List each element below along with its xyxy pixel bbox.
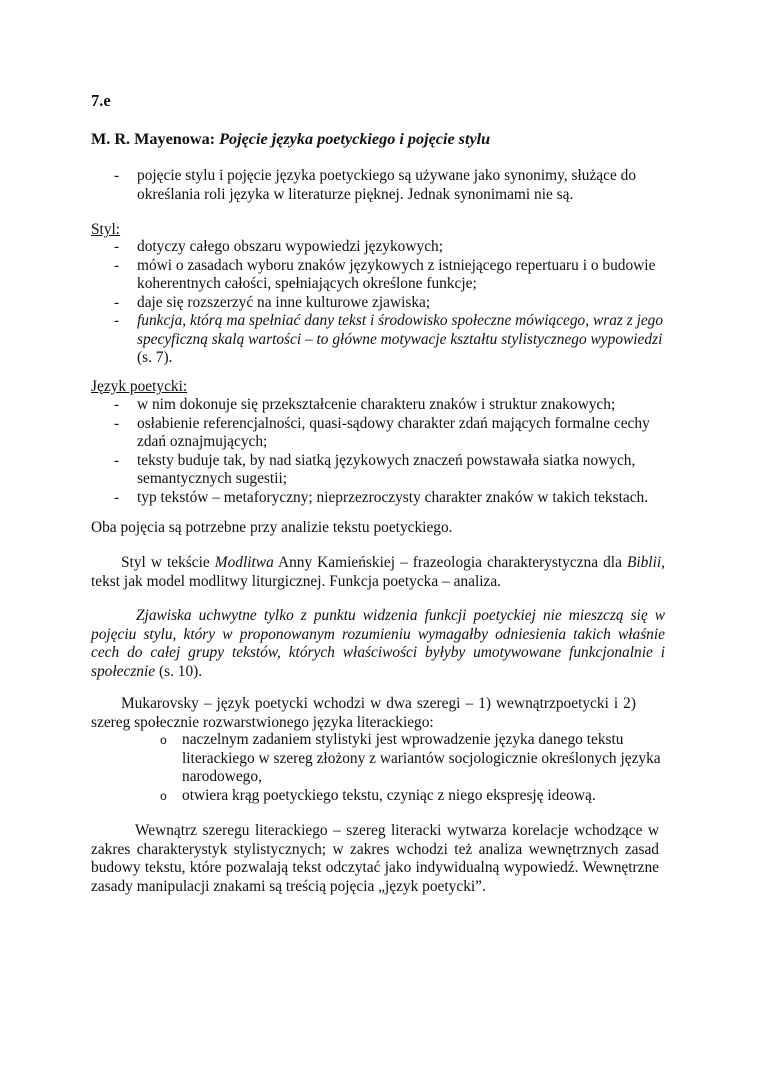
list-item: - dotyczy całego obszaru wypowiedzi językowych; <box>114 238 443 255</box>
work-title: Pojęcie języka poetyckiego i pojęcie stylu <box>219 130 491 148</box>
list-item: - w nim dokonuje się przekształcenie charakteru znaków i struktur znakowych; <box>114 396 616 413</box>
list-item: o naczelnym zadaniem stylistyki jest wprowadzenie języka danego tekstu literackiego w szereg złożony z wariantów socjologicznie określonych języka narodowego, <box>160 731 661 785</box>
list-item: - daje się rozszerzyć na inne kulturowe zjawiska; <box>114 293 431 311</box>
list-item: - mówi o zasadach wyboru znaków językowych z istniejącego repertuaru i o budowie koherentnych całości, spełniających określone funkcje; <box>114 256 656 292</box>
author-title-line <box>91 130 671 149</box>
paragraph-wewnatrz: Wewnątrz szeregu literackiego – szereg literacki wytwarza korelacje wchodzące w zakres charakterystyk stylistycznych; w zakres wchodzi też analiza wewnętrznych zasad budowy tekstu, które pozwalają tekst odczytać jako indywidualną wypowiedź. Wewnętrzne zasady manipulacji znakami są treścią pojęcia „język poetycki”. <box>91 822 659 895</box>
list-item: o otwiera krąg poetyckiego tekstu, czyniąc z niego ekspresję ideową. <box>160 786 596 804</box>
paragraph-zjawiska: Zjawiska uchwytne tylko z punktu widzenia funkcji poetyckiej nie mieszczą się w pojęciu stylu, który w proponowanym rozumieniu wymagałby odniesienia takich właśnie cech do całej grupy tekstów, których właściwości byłyby umotywowane funkcjonalnie i społecznie (s. 10). <box>91 607 665 680</box>
jezyk-list <box>91 396 676 507</box>
list-item: - teksty buduje tak, by nad siatką językowych znaczeń powstawała siatka nowych, semantycznych sugestii; <box>114 451 636 487</box>
list-item: - osłabienie referencjalności, quasi-sądowy charakter zdań mających formalne cechy zdań oznajmujących; <box>114 414 650 450</box>
paragraph-modlitwa: Styl w tekście Modlitwa Anny Kamieńskiej – frazeologia charakterystyczna dla Biblii, tekst jak model modlitwy liturgicznej. Funkcja poetycka – analiza. <box>91 554 665 590</box>
author-name: M. R. Mayenowa: <box>91 130 216 148</box>
list-item: - funkcja, którą ma spełniać dany tekst i środowisko społeczne mówiącego, wraz z jego specyficzną skalą wartości – to główne motywacje kształtu stylistycznego wypowiedzi (s. 7). <box>114 312 664 366</box>
list-item: - pojęcie stylu i pojęcie języka poetyckiego są używane jako synonimy, służące do określania roli języka w literaturze pięknej. Jednak synonimami nie są. <box>114 167 637 203</box>
paragraph-oba: Oba pojęcia są potrzebne przy analizie tekstu poetyckiego. <box>91 519 453 536</box>
styl-label: Styl: <box>91 221 121 238</box>
jezyk-label: Język poetycki: <box>91 378 188 395</box>
paragraph-mukarovsky: Mukarovsky – język poetycki wchodzi w dwa szeregi – 1) wewnątrzpoetycki i 2) szereg społecznie rozwarstwionego języka literackiego: <box>91 695 636 731</box>
intro-list <box>91 167 676 204</box>
list-item: - typ tekstów – metaforyczny; nieprzezroczysty charakter znaków w takich tekstach. <box>114 488 649 506</box>
circle-list <box>91 731 676 805</box>
styl-list <box>91 238 676 368</box>
section-number: 7.e <box>91 91 111 110</box>
